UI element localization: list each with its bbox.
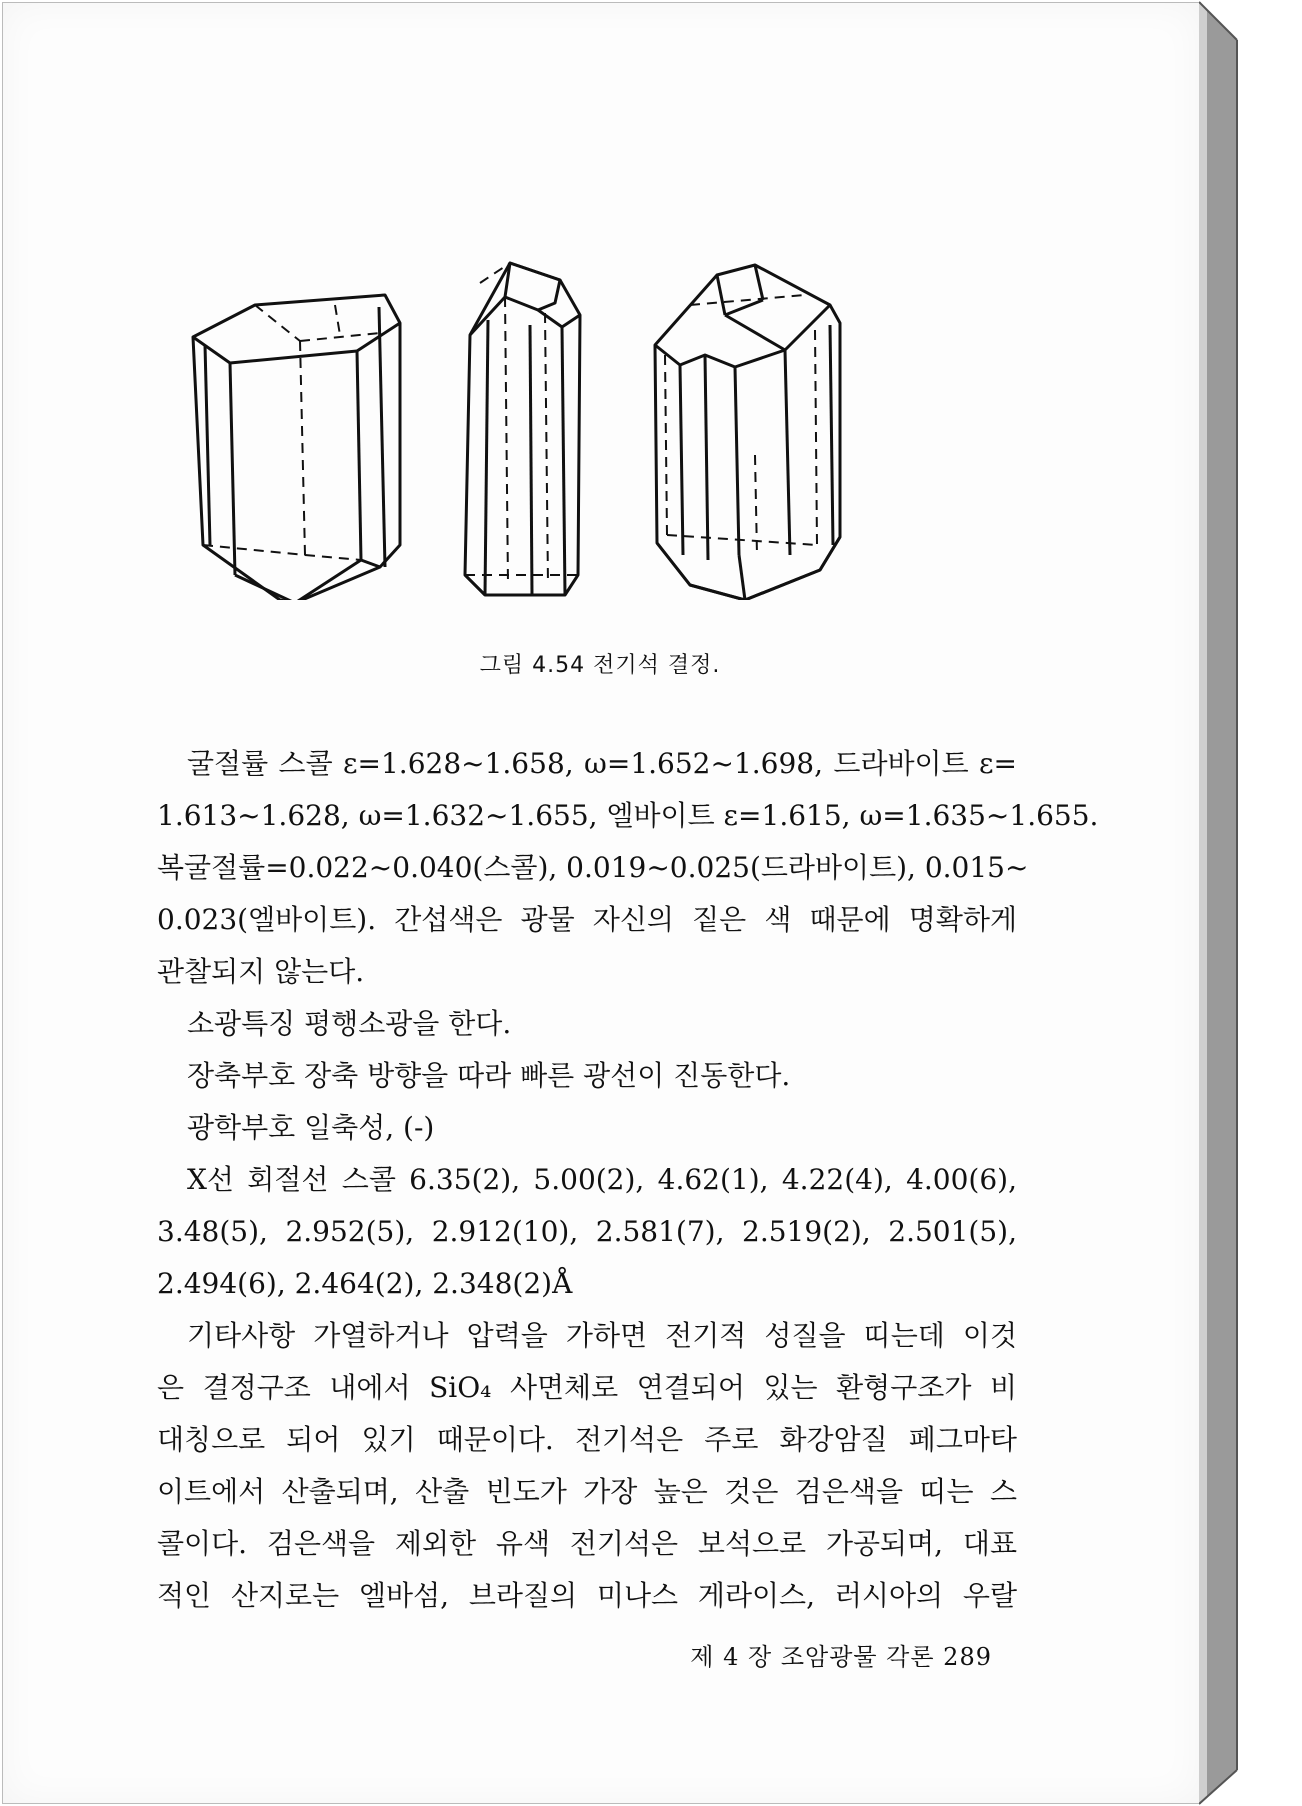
figure-caption: 그림 4.54 전기석 결정. <box>479 653 721 678</box>
text-line: 2.494(6), 2.464(2), 2.348(2)Å <box>157 1267 573 1300</box>
paragraph-elongation <box>157 1050 1017 1102</box>
text-line: 적인 산지로는 엘바섬, 브라질의 미나스 게라이스, 러시아의 우랄 <box>157 1579 1017 1612</box>
text-line: 광학부호 일축성, (-) <box>187 1111 435 1144</box>
text-line: 0.023(엘바이트). 간섭색은 광물 자신의 짙은 색 때문에 명확하게 <box>157 903 1017 936</box>
text-line: 대칭으로 되어 있기 때문이다. 전기석은 주로 화강암질 페그마타 <box>157 1423 1017 1456</box>
text-line: 복굴절률=0.022~0.040(스콜), 0.019~0.025(드라바이트), 0.015~ <box>157 851 1029 884</box>
text-line: 굴절률 스콜 ε=1.628~1.658, ω=1.652~1.698, 드라바이트 ε= <box>187 747 1017 780</box>
tourmaline-crystal-illustration <box>185 255 1000 600</box>
text-line: 관찰되지 않는다. <box>157 955 365 988</box>
text-line: 은 결정구조 내에서 SiO₄ 사면체로 연결되어 있는 환형구조가 비 <box>157 1371 1017 1404</box>
crystal-drawing-1 <box>193 295 400 600</box>
text-line: 소광특징 평행소광을 한다. <box>187 1007 512 1040</box>
crystal-drawing-2 <box>465 263 580 595</box>
paragraph-xray-diffraction <box>157 1154 1017 1310</box>
text-line: 이트에서 산출되며, 산출 빈도가 가장 높은 것은 검은색을 띠는 스 <box>157 1475 1017 1508</box>
text-line: 3.48(5), 2.952(5), 2.912(10), 2.581(7), 2.519(2), 2.501(5), <box>157 1215 1017 1248</box>
page-footer: 제 4 장 조암광물 각론 289 <box>690 1643 992 1671</box>
paragraph-other-notes <box>157 1310 1017 1622</box>
paragraph-refractive-index <box>157 738 1099 998</box>
text-line: 1.613~1.628, ω=1.632~1.655, 엘바이트 ε=1.615, ω=1.635~1.655. <box>157 799 1099 832</box>
text-line: 콜이다. 검은색을 제외한 유색 전기석은 보석으로 가공되며, 대표 <box>157 1527 1017 1560</box>
text-line: X선 회절선 스콜 6.35(2), 5.00(2), 4.62(1), 4.22(4), 4.00(6), <box>187 1163 1017 1196</box>
text-line: 장축부호 장축 방향을 따라 빠른 광선이 진동한다. <box>187 1059 791 1092</box>
paragraph-extinction <box>157 998 1017 1050</box>
text-line: 기타사항 가열하거나 압력을 가하면 전기적 성질을 띠는데 이것 <box>187 1319 1017 1352</box>
paragraph-optic-sign <box>157 1102 1017 1154</box>
crystal-drawing-3 <box>655 265 840 600</box>
book-spine-edge <box>1199 0 1259 1806</box>
